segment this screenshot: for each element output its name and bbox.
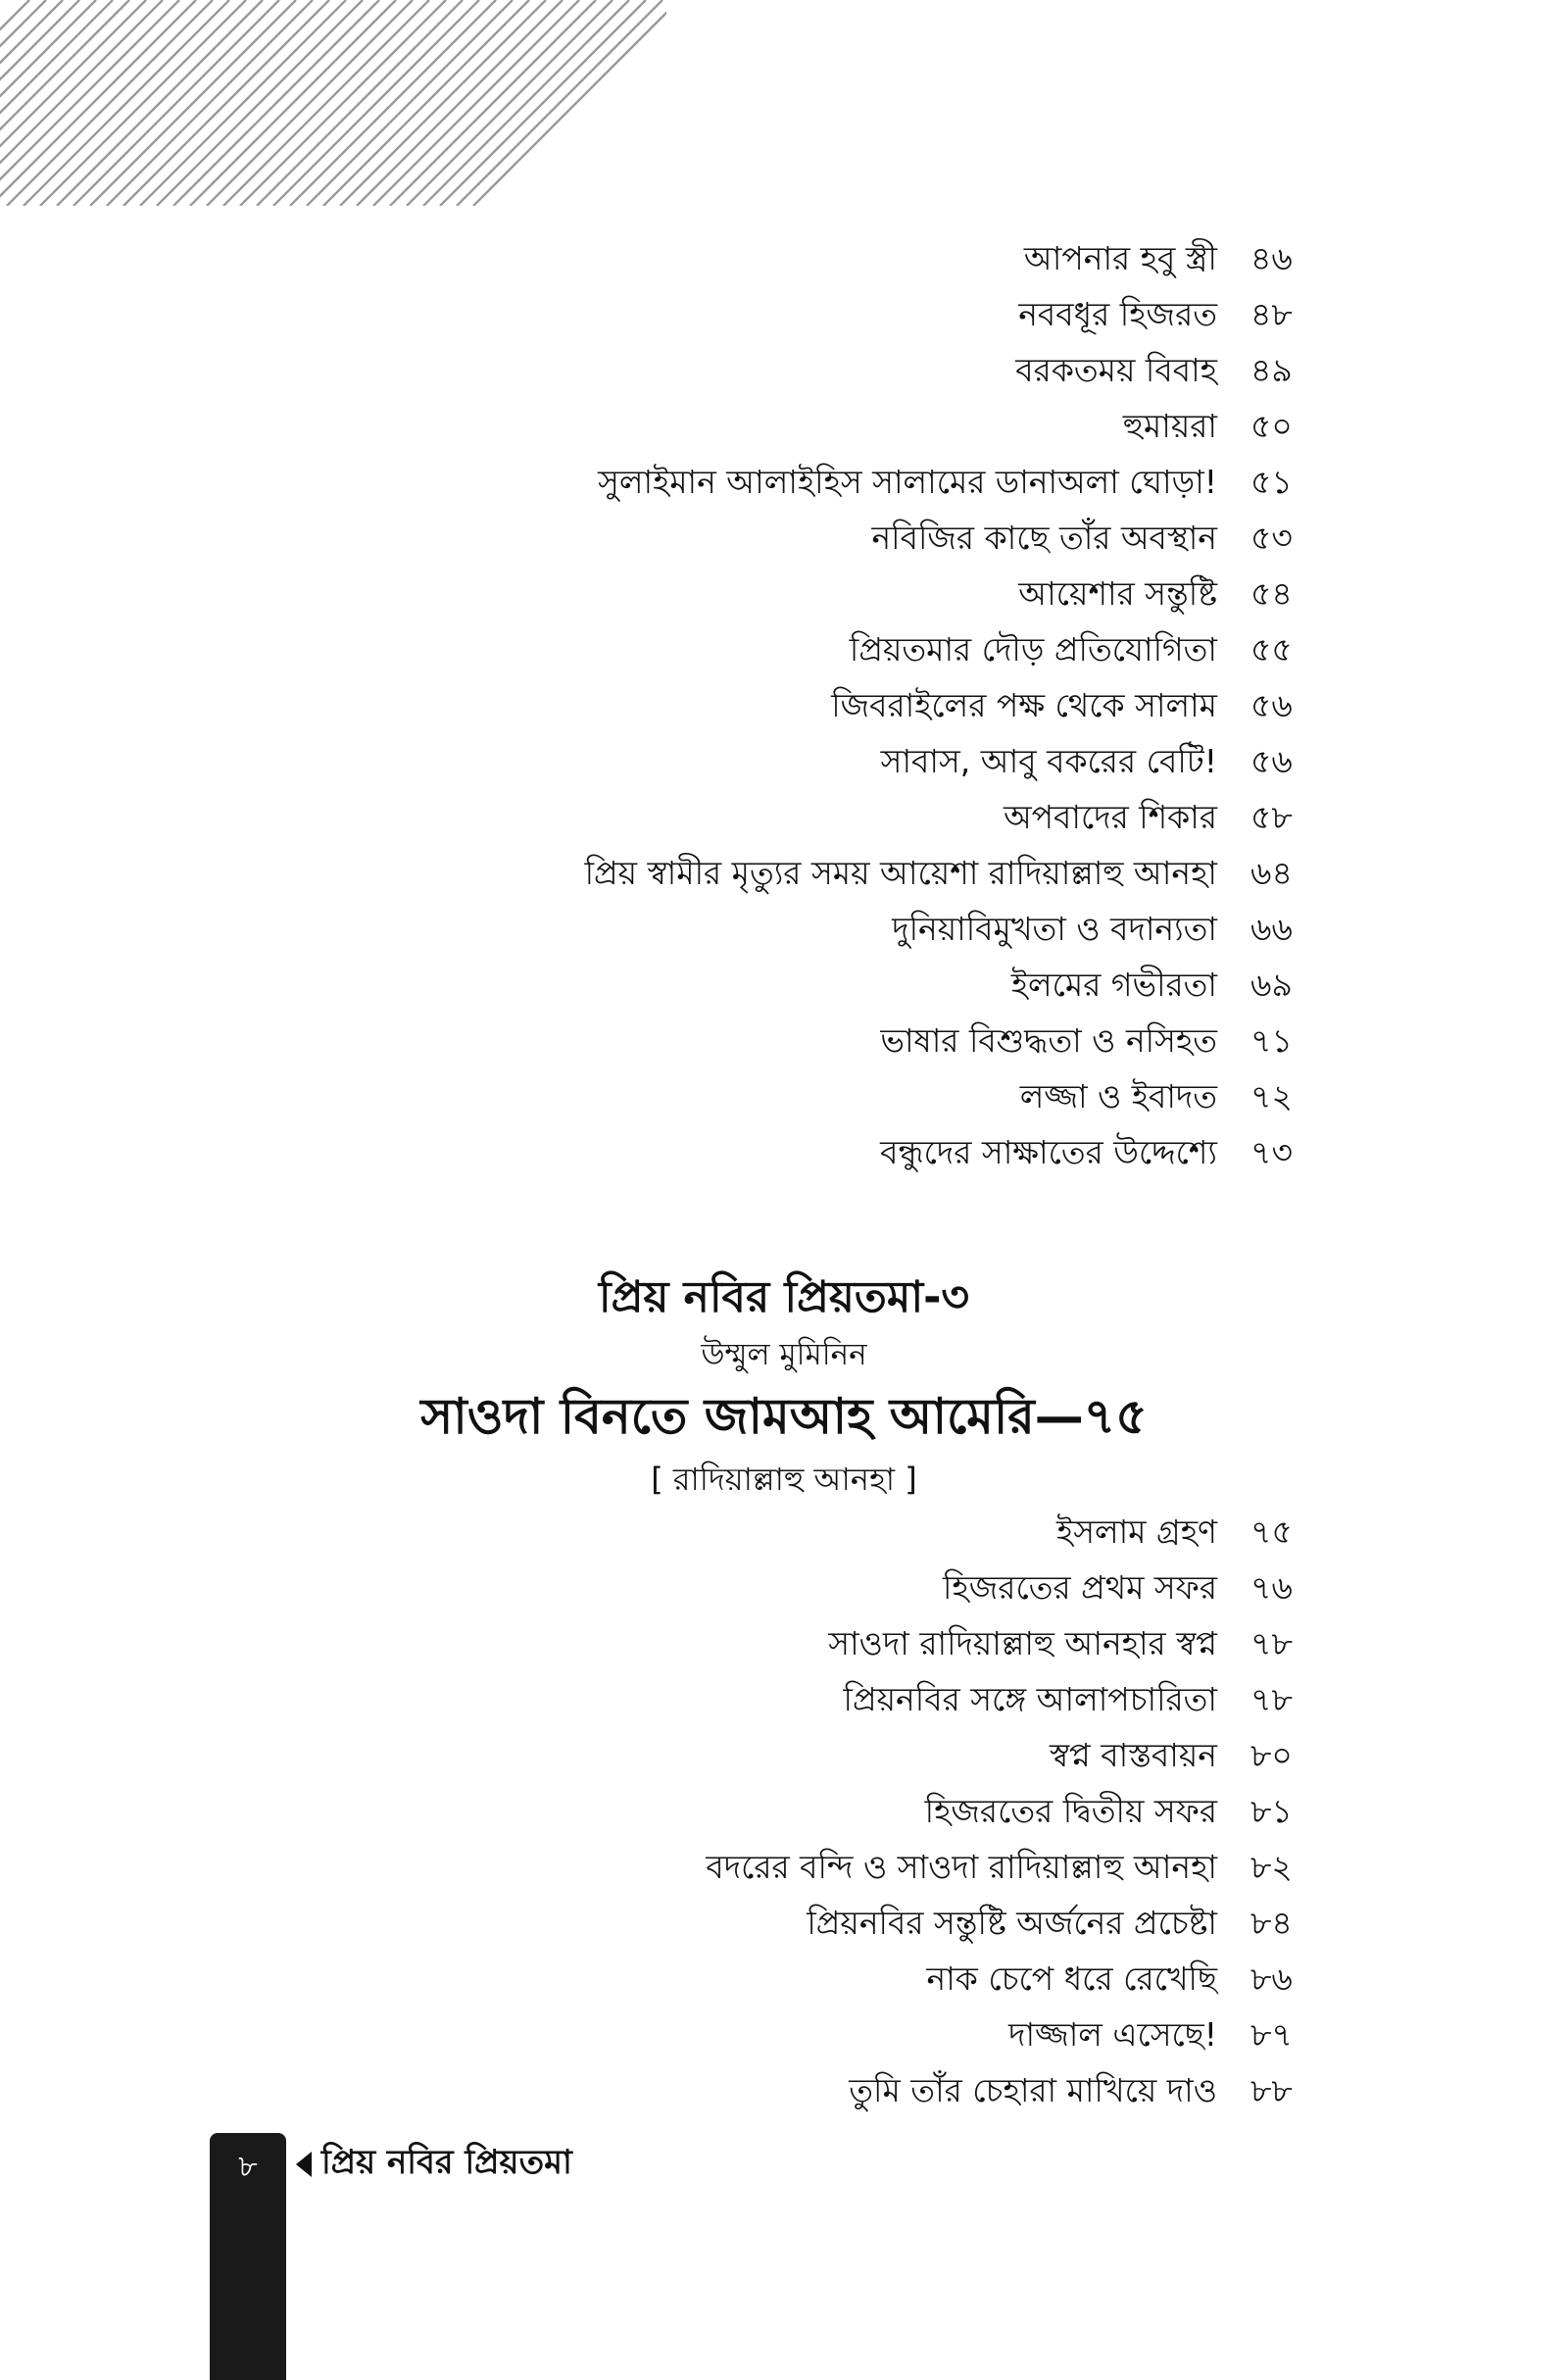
toc-entry-page: ৭১ — [1250, 1021, 1293, 1060]
hatch-line — [207, 0, 413, 206]
toc-entry — [706, 1842, 1313, 1897]
toc-entry — [585, 848, 1313, 903]
hatch-line — [223, 0, 429, 206]
toc-entry-title: নাক চেপে ধরে রেখেছি — [926, 1959, 1217, 1998]
toc-entry — [828, 1618, 1313, 1673]
toc-entry-title: বদরের বন্দি ও সাওদা রাদিয়াল্লাহু আনহা — [706, 1848, 1217, 1886]
toc-entry-page: ৫১ — [1250, 463, 1293, 501]
toc-entry — [1024, 233, 1313, 288]
hatch-line — [24, 0, 229, 206]
hatch-line — [107, 0, 313, 206]
toc-entry-title: জিবরাইলের পক্ষ থেকে সালাম — [831, 686, 1217, 724]
toc-entry-title: বরকতময় বিবাহ — [1015, 351, 1217, 389]
hatch-line — [323, 0, 529, 206]
toc-entry-page: ৫৫ — [1250, 630, 1293, 669]
toc-entry-page: ৪৮ — [1250, 295, 1293, 333]
footer-arrow-icon — [296, 2152, 312, 2177]
toc-entry-page: ৮৮ — [1250, 2071, 1293, 2109]
toc-entry-title: বন্ধুদের সাক্ষাতের উদ্দেশ্যে — [880, 1133, 1217, 1171]
hatch-line — [407, 0, 612, 206]
footer-book-title: প্রিয় নবির প্রিয়তমা — [321, 2143, 572, 2182]
toc-entry-title: আপনার হবু স্ত্রী — [1023, 239, 1217, 277]
toc-entry-page: ৮৪ — [1250, 1904, 1293, 1942]
toc-entry-page: ৪৯ — [1250, 351, 1293, 389]
toc-entry-title: সুলাইমান আলাইহিস সালামের ডানাঅলা ঘোড়া! — [598, 463, 1217, 501]
hatch-line — [307, 0, 513, 206]
toc-entry-page: ৬৯ — [1250, 966, 1293, 1004]
toc-entry-page: ৭৩ — [1250, 1133, 1293, 1171]
toc-entry-page: ৫৩ — [1250, 519, 1293, 557]
hatch-line — [290, 0, 496, 206]
toc-entry — [1056, 1507, 1313, 1562]
hatch-line — [40, 0, 246, 206]
hatch-line — [90, 0, 296, 206]
toc-entry-title: নববধূর হিজরত — [1018, 295, 1217, 333]
toc-entry-page: ৫৬ — [1250, 742, 1293, 780]
section-honorific: [ রাদিয়াল্লাহু আনহা ] — [651, 1461, 917, 1498]
toc-entry — [871, 513, 1313, 568]
toc-entry — [880, 1127, 1313, 1182]
toc-entry-title: দাজ্জাল এসেছে! — [1008, 2015, 1217, 2054]
hatch-line — [0, 0, 79, 206]
toc-entry — [1020, 1071, 1313, 1126]
toc-entry-page: ৭৮ — [1250, 1680, 1293, 1718]
toc-entry-page: ৫৪ — [1250, 574, 1293, 613]
hatch-line — [357, 0, 563, 206]
hatch-line — [123, 0, 329, 206]
toc-entry — [925, 1786, 1313, 1841]
toc-entry — [943, 1562, 1313, 1617]
hatch-line — [140, 0, 346, 206]
toc-entry-page: ৬৬ — [1250, 910, 1293, 948]
hatch-line — [157, 0, 363, 206]
toc-entry-page: ৭৫ — [1250, 1512, 1293, 1551]
toc-entry-page: ৮২ — [1250, 1848, 1293, 1886]
toc-entry-title: প্রিয়তমার দৌড় প্রতিযোগিতা — [849, 630, 1217, 669]
toc-entry-page: ৮৭ — [1250, 2015, 1293, 2054]
hatch-line — [240, 0, 446, 206]
footer-page-number: ৮ — [238, 2150, 258, 2184]
toc-entry-page: ৫০ — [1250, 407, 1293, 445]
toc-entry-page: ৫৮ — [1250, 798, 1293, 836]
toc-entry — [849, 2065, 1313, 2120]
toc-entry — [880, 1016, 1313, 1070]
section-main-title: সাওদা বিনতে জামআহ আমেরি—৭৫ — [420, 1388, 1148, 1445]
hatch-line — [257, 0, 463, 206]
hatch-line — [340, 0, 546, 206]
toc-entry-title: নবিজির কাছে তাঁর অবস্থান — [871, 519, 1217, 557]
toc-entry-title: প্রিয়নবির সঙ্গে আলাপচারিতা — [843, 1680, 1217, 1718]
section-subtitle: উম্মুল মুমিনিন — [701, 1337, 867, 1372]
hatch-line — [473, 0, 666, 206]
hatch-line — [457, 0, 662, 206]
toc-entry — [1050, 1730, 1313, 1785]
toc-entry-title: আয়েশার সন্তুষ্টি — [1018, 574, 1217, 613]
toc-entry-page: ৮৬ — [1250, 1959, 1293, 1998]
toc-entry-title: লজ্জা ও ইবাদত — [1019, 1077, 1217, 1116]
toc-entry-title: প্রিয়নবির সন্তুষ্টি অর্জনের প্রচেষ্টা — [807, 1904, 1217, 1942]
toc-entry-page: ৫৬ — [1250, 686, 1293, 724]
toc-entry-page: ৮১ — [1250, 1792, 1293, 1830]
hatch-line — [7, 0, 213, 206]
hatch-line — [0, 0, 113, 206]
hatch-line — [273, 0, 479, 206]
toc-entry-title: সাবাস, আবু বকরের বেটি! — [880, 742, 1217, 780]
hatch-line — [190, 0, 396, 206]
toc-entry-title: প্রিয় স্বামীর মৃত্যুর সময় আয়েশা রাদিয়াল্লাহু আনহা — [584, 854, 1217, 892]
toc-entry-title: দুনিয়াবিমুখতা ও বদান্যতা — [892, 910, 1217, 948]
toc-entry-title: অপবাদের শিকার — [1004, 798, 1217, 836]
toc-entry — [1018, 569, 1313, 623]
toc-entry — [1123, 401, 1313, 456]
toc-entry-title: সাওদা রাদিয়াল্লাহু আনহার স্বপ্ন — [828, 1624, 1217, 1662]
toc-entry — [1011, 960, 1313, 1015]
hatch-line — [423, 0, 629, 206]
toc-entry-page: ৭৬ — [1250, 1568, 1293, 1607]
toc-entry-title: স্বপ্ন বাস্তবায়ন — [1049, 1736, 1217, 1774]
toc-entry-title: হিজরতের দ্বিতীয় সফর — [924, 1792, 1217, 1830]
hatch-line — [390, 0, 596, 206]
toc-entry — [844, 1674, 1313, 1729]
toc-entry-page: ৬৪ — [1250, 854, 1293, 892]
hatch-line — [74, 0, 279, 206]
toc-entry-title: তুমি তাঁর চেহারা মাখিয়ে দাও — [849, 2071, 1217, 2109]
hatch-line — [57, 0, 263, 206]
toc-entry-page: ৭৮ — [1250, 1624, 1293, 1662]
toc-entry — [850, 624, 1313, 679]
hatch-line — [440, 0, 646, 206]
hatch-line — [373, 0, 579, 206]
hatch-decoration — [0, 0, 666, 206]
toc-entry-page: ৮০ — [1250, 1736, 1293, 1774]
series-title: প্রিয় নবির প্রিয়তমা-৩ — [599, 1272, 969, 1322]
toc-entry — [831, 680, 1313, 735]
toc-entry-title: ইলমের গভীরতা — [1010, 966, 1217, 1004]
toc-entry-page: ৭২ — [1250, 1077, 1293, 1116]
toc-entry — [892, 904, 1313, 959]
hatch-line — [173, 0, 379, 206]
toc-entry-title: ভাষার বিশুদ্ধতা ও নসিহত — [880, 1021, 1217, 1060]
toc-entry-page: ৪৬ — [1250, 239, 1293, 277]
toc-entry — [927, 1954, 1314, 2008]
toc-entry — [1008, 2009, 1313, 2064]
toc-entry — [1018, 289, 1313, 344]
toc-entry — [807, 1898, 1313, 1953]
toc-entry-title: ইসলাম গ্রহণ — [1056, 1512, 1217, 1551]
toc-entry — [1015, 345, 1313, 400]
toc-entry-title: হুমায়রা — [1122, 407, 1217, 445]
toc-entry — [1004, 792, 1313, 847]
toc-entry — [881, 736, 1313, 791]
toc-entry — [598, 457, 1313, 512]
toc-entry-title: হিজরতের প্রথম সফর — [942, 1568, 1217, 1607]
